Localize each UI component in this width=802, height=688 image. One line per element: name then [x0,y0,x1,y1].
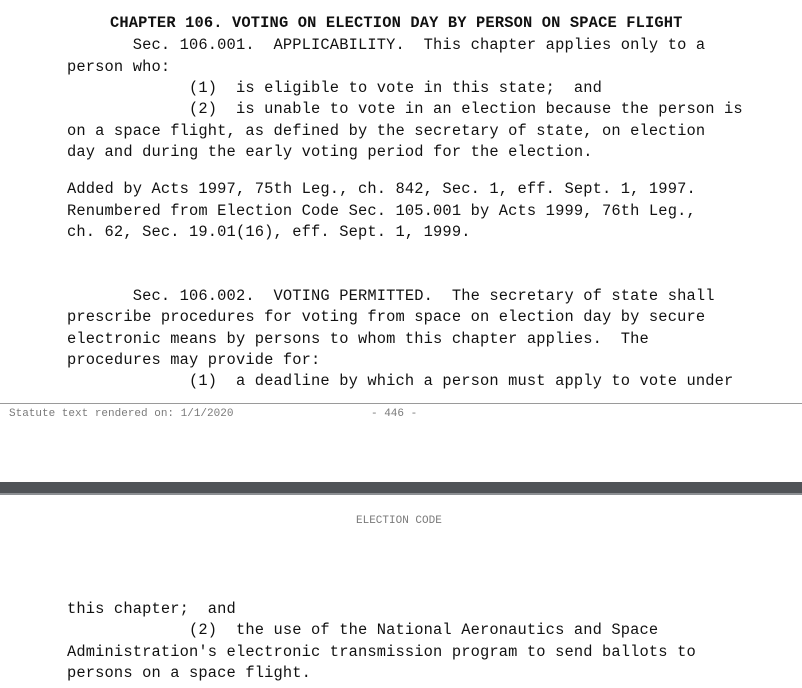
history-note-line: ch. 62, Sec. 19.01(16), eff. Sept. 1, 1999. [67,223,471,241]
text-line: person who: [67,58,171,76]
footer-page-number: - 446 - [371,408,418,420]
history-note-line: Added by Acts 1997, 75th Leg., ch. 842, Sec. 1, eff. Sept. 1, 1997. [67,180,696,198]
text-line: Administration's electronic transmission program to send ballots to [67,643,696,661]
footer-rendered-date: Statute text rendered on: 1/1/2020 [9,408,234,420]
footer-rule [0,403,802,404]
text-line: prescribe procedures for voting from space on election day by secure [67,308,706,326]
running-header: ELECTION CODE [356,515,442,527]
chapter-heading: CHAPTER 106. VOTING ON ELECTION DAY BY PERSON ON SPACE FLIGHT [110,14,683,32]
text-line: this chapter; and [67,600,236,618]
text-line: (2) is unable to vote in an election because the person is [67,100,743,118]
text-line: on a space flight, as defined by the secretary of state, on election [67,122,706,140]
page-separator [0,482,802,495]
text-line: (1) is eligible to vote in this state; and [67,79,602,97]
text-line-sec-106-002: Sec. 106.002. VOTING PERMITTED. The secretary of state shall [67,287,715,305]
text-line: day and during the early voting period for the election. [67,143,593,161]
text-line: persons on a space flight. [67,664,312,682]
history-note-line: Renumbered from Election Code Sec. 105.001 by Acts 1999, 76th Leg., [67,202,696,220]
text-line: procedures may provide for: [67,351,321,369]
text-line: (1) a deadline by which a person must apply to vote under [67,372,734,390]
text-line: (2) the use of the National Aeronautics and Space [67,621,659,639]
text-line: electronic means by persons to whom this chapter applies. The [67,330,649,348]
text-line-sec-106-001: Sec. 106.001. APPLICABILITY. This chapter applies only to a [67,36,706,54]
